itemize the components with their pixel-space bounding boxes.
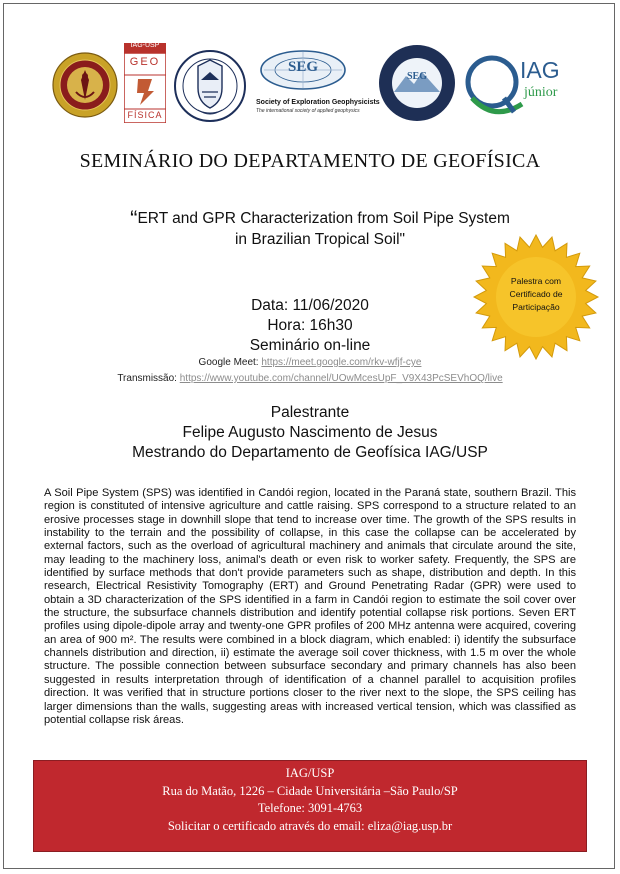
- geo-mid-text: GEO: [129, 56, 161, 68]
- seg-student-chapter-logo: [378, 44, 456, 122]
- speaker-role: Palestrante: [270, 404, 350, 421]
- abstract-text: A Soil Pipe System (SPS) was identified in Candói region, located in the Paraná state, southern Brazil. This region is constituted of intensive agriculture and cattle raising. SPS correspond to a structure related to an erosive processes stage in downhill slope that tend to increase over time. The growth of the SPS results in instability to the terrain and the possibility of collapse, in this case the collapse can be accelerated by external factors, such as the overload of agricultural machinery and animals that circulate around the site, may leading to the machinery loss, animal's death or even risk to worker safety. Frequently, the SPS are identified by surface methods that don't provide parameters such as shape, distribution and depth. In this research, Electrical Resistivity Tomography (ERT) and Ground Penetrating Radar (GPR) were used to obtain a 3D characterization of the SPS identified in a farm in Candói region to estimate the soil cover over the structure, the subsurface channels distribution and identify potential collapse risk portions. Seven ERT profiles using dipole-dipole array and twenty-one GPR profiles of 200 MHz antenna were acquired, covering an area of 900 m². The results were combined in a block diagram, which enabled: i) identify the subsurface channels distribution and direction, ii) estimate the average soil cover thickness, with 1.5 m over the whole structure. The possible connection between subsurface secondary and primary channels has also been suggested in results interpretation through of identification of a channel parallel to acquisition profiles direction. It was verified that in structure portions closer to the river next to the slope, the SPS ceiling has larger dimensions than the walls, suggesting areas with increased vertical tension, which was classified as potential collapse risk áreas.: [44, 487, 576, 726]
- footer-line1: IAG/USP: [285, 766, 335, 780]
- speaker-affiliation: Mestrando do Departamento de Geofísica IAG/USP: [132, 444, 488, 461]
- open-quote-glyph: “: [130, 206, 138, 231]
- footer-email[interactable]: Solicitar o certificado através do email: eliza@iag.usp.br: [167, 818, 453, 833]
- iag-geofisica-logo: [124, 43, 166, 123]
- page-title: SEMINÁRIO DO DEPARTAMENTO DE GEOFÍSICA: [79, 150, 541, 172]
- event-date: Data: 11/06/2020: [251, 297, 369, 314]
- badge-line2: Certificado de: [509, 289, 563, 299]
- institute-crest-logo: [174, 46, 246, 126]
- talk-title-line2: in Brazilian Tropical Soil": [234, 231, 406, 248]
- footer-box: [33, 760, 587, 852]
- iag-junior-main: IAG: [520, 57, 560, 83]
- speaker-name: Felipe Augusto Nascimento de Jesus: [182, 424, 438, 441]
- seg-logo: [256, 50, 380, 122]
- usp-crest-logo: [52, 52, 118, 118]
- stream-label: Transmissão:: [117, 373, 177, 384]
- stream-link[interactable]: https://www.youtube.com/channel/UOwMcesUpF_V9X43PcSEVhOQ/live: [179, 373, 503, 384]
- talk-title: [110, 208, 530, 250]
- geo-top-text: IAG-USP: [130, 42, 160, 49]
- student-seg-text: SEG: [406, 71, 427, 82]
- seg-text: SEG: [287, 59, 318, 75]
- badge-line3: Participação: [512, 302, 560, 312]
- footer-address: Rua do Matão, 1226 – Cidade Universitária –São Paulo/SP: [162, 783, 458, 798]
- seg-name: Society of Exploration Geophysicists: [256, 99, 380, 106]
- logo-row: [0, 38, 620, 128]
- meet-row: [0, 357, 620, 368]
- iag-junior-sub: júnior: [524, 85, 558, 100]
- seg-tagline: The international society of applied geophysics: [256, 108, 360, 114]
- event-time: Hora: 16h30: [267, 317, 353, 334]
- meet-label: Google Meet:: [198, 357, 259, 368]
- badge-line1: Palestra com: [510, 276, 562, 286]
- meet-link[interactable]: https://meet.google.com/rkv-wfjf-cye: [261, 357, 422, 368]
- talk-title-line1: ERT and GPR Characterization from Soil Pipe System: [137, 210, 510, 227]
- stream-row: [0, 373, 620, 384]
- iag-junior-logo: [464, 42, 574, 122]
- event-mode: Seminário on-line: [249, 337, 371, 354]
- footer-phone: Telefone: 3091-4763: [257, 801, 363, 815]
- geo-bottom-text: FÍSICA: [127, 110, 163, 120]
